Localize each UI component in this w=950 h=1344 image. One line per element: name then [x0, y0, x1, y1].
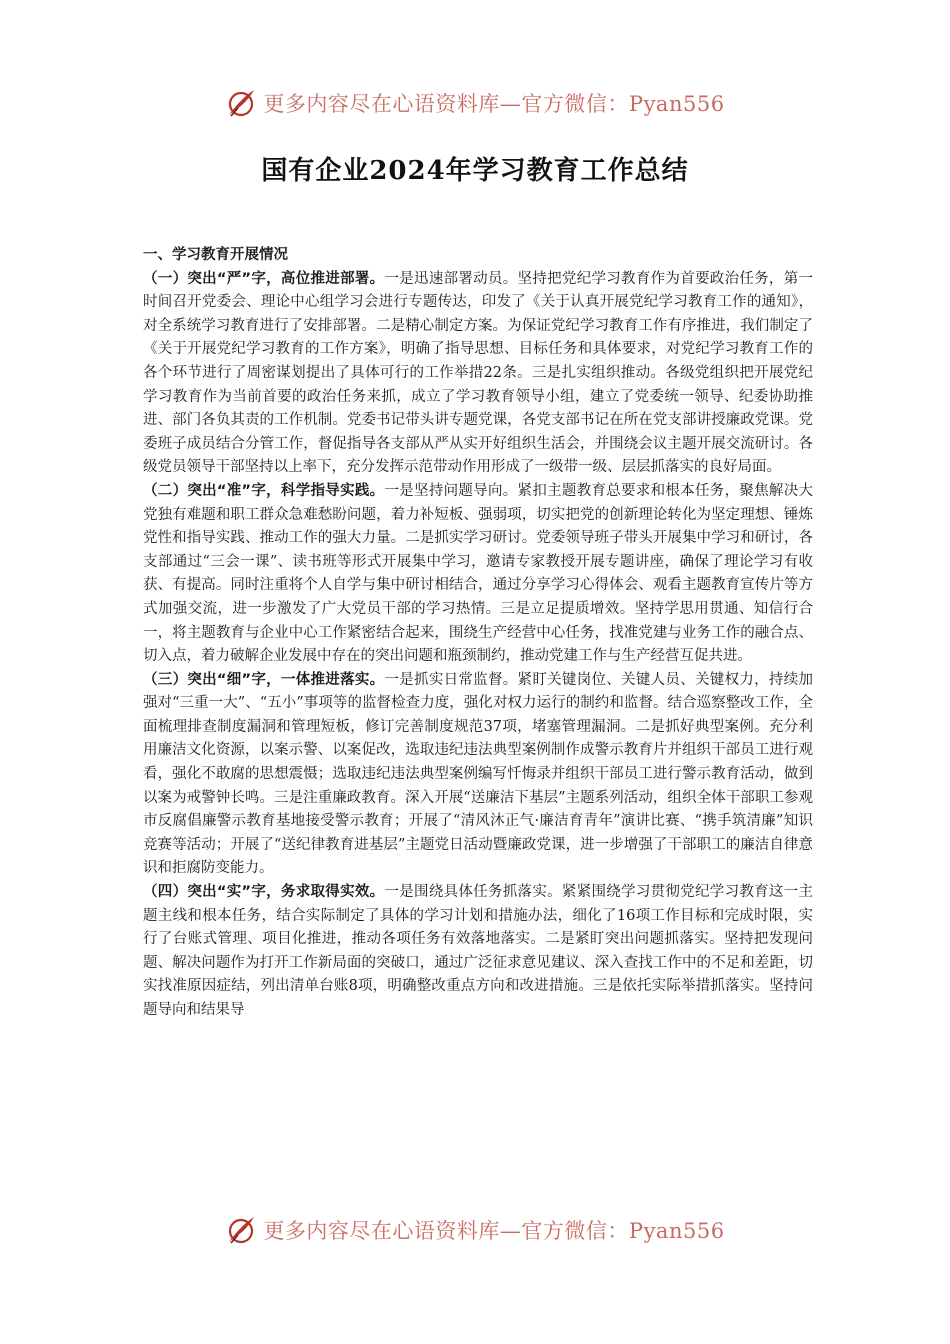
paragraph-3 [143, 669, 813, 881]
footer-banner [0, 1210, 950, 1250]
quill-logo-icon [225, 87, 257, 119]
paragraph-lead: （一）突出“严”字，高位推进部署。 [143, 270, 385, 287]
document-body [143, 244, 813, 1023]
header-banner [0, 83, 950, 123]
paragraph-2 [143, 480, 813, 669]
paragraph-1 [143, 268, 813, 480]
paragraph-text: 一是迅速部署动员。坚持把党纪学习教育作为首要政治任务，第一时间召开党委会、理论中心组学习会进行专题传达，印发了《关于认真开展党纪学习教育工作的通知》，对全系统学习教育进行了安排部署。二是精心制定方案。为保证党纪学习教育工作有序推进，我们制定了《关于开展党纪学习教育的工作方案》，明确了指导思想、目标任务和具体要求，对党纪学习教育工作的各个环节进行了周密谋划提出了具体可行的工作举措22条。三是扎实组织推动。各级党组织把开展党纪学习教育作为当前首要的政治任务来抓，成立了学习教育领导小组，建立了党委统一领导、纪委协助推进、部门各负其责的工作机制。党委书记带头讲专题党课，各党支部书记在所在党支部讲授廉政党课。党委班子成员结合分管工作，督促指导各支部从严从实开好组织生活会，并围绕会议主题开展交流研讨。各级党员领导干部坚持以上率下，充分发挥示范带动作用形成了一级带一级、层层抓落实的良好局面。 [143, 270, 814, 476]
document-title: 国有企业2024年学习教育工作总结 [261, 156, 689, 186]
paragraph-lead: （四）突出“实”字，务求取得实效。 [143, 884, 385, 901]
paragraph-text: 一是抓实日常监督。紧盯关键岗位、关键人员、关键权力，持续加强对“三重一大”、“五小”事项等的监督检查力度，强化对权力运行的制约和监督。结合巡察整改工作，全面梳理排查制度漏洞和管理短板，修订完善制度规范37项，堵塞管理漏洞。二是抓好典型案例。充分利用廉洁文化资源，以案示警、以案促改，选取违纪违法典型案例制作成警示教育片并组织干部员工进行观看，强化不敢腐的思想震慑；选取违纪违法典型案例编写忏悔录并组织干部员工进行警示教育活动，做到以案为戒警钟长鸣。三是注重廉政教育。深入开展“送廉洁下基层”主题系列活动，组织全体干部职工参观市反腐倡廉警示教育基地接受警示教育；开展了“清风沐正气·廉洁育青年”演讲比赛、“携手筑清廉”知识竞赛等活动；开展了“送纪律教育进基层”主题党日活动暨廉政党课，进一步增强了干部职工的廉洁自律意识和拒腐防变能力。 [143, 671, 814, 877]
paragraph-lead: （三）突出“细”字，一体推进落实。 [143, 671, 385, 688]
section-heading: 一、学习教育开展情况 [143, 247, 288, 263]
paragraph-4 [143, 881, 813, 1023]
paragraph-text: 一是坚持问题导向。紧扣主题教育总要求和根本任务，聚焦解决大党独有难题和职工群众急难愁盼问题，着力补短板、强弱项，切实把党的创新理论转化为坚定理想、锤炼党性和指导实践、推动工作的强大力量。二是抓实学习研讨。党委领导班子带头开展集中学习和研讨，各支部通过“三会一课”、读书班等形式开展集中学习，邀请专家教授开展专题讲座，确保了理论学习有收获、有提高。同时注重将个人自学与集中研讨相结合，通过分享学习心得体会、观看主题教育宣传片等方式加强交流，进一步激发了广大党员干部的学习热情。三是立足提质增效。坚持学思用贯通、知信行合一，将主题教育与企业中心工作紧密结合起来，围绕生产经营中心任务，找准党建与业务工作的融合点、切入点，着力破解企业发展中存在的突出问题和瓶颈制约，推动党建工作与生产经营互促共进。 [143, 482, 814, 665]
quill-logo-icon [225, 1214, 257, 1246]
paragraph-lead: （二）突出“准”字，科学指导实践。 [143, 482, 385, 499]
banner-text: 更多内容尽在心语资料库—官方微信：Pyan556 [263, 1219, 725, 1243]
banner-text: 更多内容尽在心语资料库—官方微信：Pyan556 [263, 92, 725, 116]
paragraph-text: 一是围绕具体任务抓落实。紧紧围绕学习贯彻党纪学习教育这一主题主线和根本任务，结合实际制定了具体的学习计划和措施办法，细化了16项工作目标和完成时限，实行了台账式管理、项目化推进，推动各项任务有效落地落实。二是紧盯突出问题抓落实。坚持把发现问题、解决问题作为打开工作新局面的突破口，通过广泛征求意见建议、深入查找工作中的不足和差距，切实找准原因症结，列出清单台账8项，明确整改重点方向和改进措施。三是依托实际举措抓落实。坚持问题导向和结果导 [143, 884, 814, 1018]
